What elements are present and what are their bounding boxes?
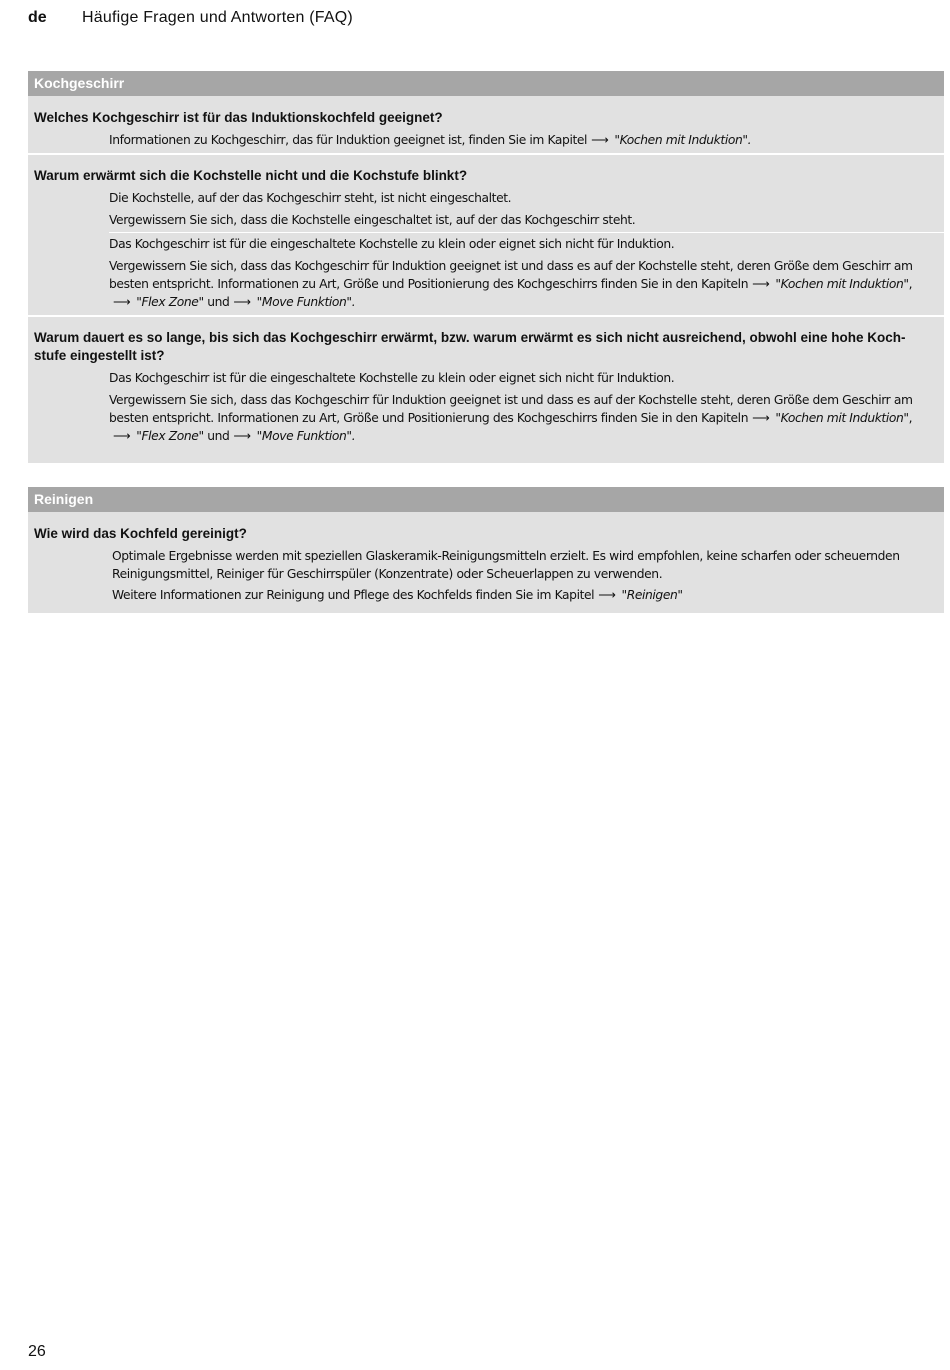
divider [109,232,944,233]
solution [28,391,944,445]
solution-text: Vergewissern Sie sich, dass das Kochgeschirr für Induktion geeignet ist und dass es auf der Kochstelle steht, deren Größe dem Geschirr am besten entspricht. Informationen zu Art, Größe und Positionierung des Kochgeschirrs finden Sie in den Kapiteln [109,259,913,291]
cause: Das Kochgeschirr ist für die eingeschaltete Kochstelle zu klein oder eignet sich nicht für Induktion. [109,237,675,251]
page-header [28,8,353,28]
answer: Optimale Ergebnisse werden mit speziellen Glaskeramik-Reinigungsmitteln erzielt. Es wird empfohlen, keine scharfen oder scheuernden Reinigungsmittel, Reiniger für Geschirrspüler (Konzentrate) oder Scheuerlappen zu verwenden. [112,549,900,581]
arrow-right-icon: ⟶ [233,429,251,443]
answer-text: Informationen zu Kochgeschirr, das für Induktion geeignet ist, finden Sie im Kapitel [109,133,588,147]
arrow-right-icon: ⟶ [752,277,770,291]
answer [28,131,944,149]
answer-text: Weitere Informationen zur Reinigung und Pflege des Kochfelds finden Sie im Kapitel [112,588,595,602]
cause: Die Kochstelle, auf der das Kochgeschirr steht, ist nicht eingeschaltet. [109,191,512,205]
conjunction: und [207,295,230,309]
arrow-right-icon: ⟶ [233,295,251,309]
chapter-reference: "Kochen mit Induktion" [775,411,909,425]
solution-text: Vergewissern Sie sich, dass das Kochgeschirr für Induktion geeignet ist und dass es auf der Kochstelle steht, deren Größe dem Geschirr am besten entspricht. Informationen zu Art, Größe und Positionierung des Kochgeschirrs finden Sie in den Kapiteln [109,393,913,425]
separator: , [908,277,913,291]
sentence-end: . [351,429,356,443]
chapter-reference: "Reinigen" [621,588,683,602]
chapter-reference: "Kochen mit Induktion". [614,133,752,147]
page-number: 26 [28,1343,46,1360]
section-title: Kochgeschirr [28,71,944,96]
chapter-reference: "Move Funktion" [256,429,352,443]
separator: , [908,411,913,425]
arrow-right-icon: ⟶ [113,295,131,309]
chapter-reference: "Kochen mit Induktion" [775,277,909,291]
question: Warum erwärmt sich die Kochstelle nicht und die Kochstufe blinkt? [34,168,468,183]
section-kochgeschirr [28,71,944,463]
question: Warum dauert es so lange, bis sich das Kochgeschirr erwärmt, bzw. warum erwärmt es sich nicht ausreichend, obwohl eine hohe Koch-stufe eingestellt ist? [34,330,906,363]
solution: Vergewissern Sie sich, dass die Kochstelle eingeschaltet ist, auf der das Kochgeschirr steht. [109,213,636,227]
arrow-right-icon: ⟶ [598,588,616,602]
question: Welches Kochgeschirr ist für das Induktionskochfeld geeignet? [34,110,443,125]
section-title: Reinigen [28,487,944,512]
arrow-right-icon: ⟶ [591,133,609,147]
chapter-reference: "Flex Zone" [136,295,204,309]
cause: Das Kochgeschirr ist für die eingeschaltete Kochstelle zu klein oder eignet sich nicht für Induktion. [109,371,675,385]
language-code: de [28,9,47,26]
arrow-right-icon: ⟶ [752,411,770,425]
page-title: Häufige Fragen und Antworten (FAQ) [82,9,353,26]
question: Wie wird das Kochfeld gereinigt? [34,526,247,541]
answer [28,586,944,604]
conjunction: und [207,429,230,443]
arrow-right-icon: ⟶ [113,429,131,443]
chapter-reference: "Flex Zone" [136,429,204,443]
sentence-end: . [351,295,356,309]
chapter-reference: "Move Funktion" [256,295,352,309]
section-reinigen [28,487,944,613]
solution [28,257,944,311]
